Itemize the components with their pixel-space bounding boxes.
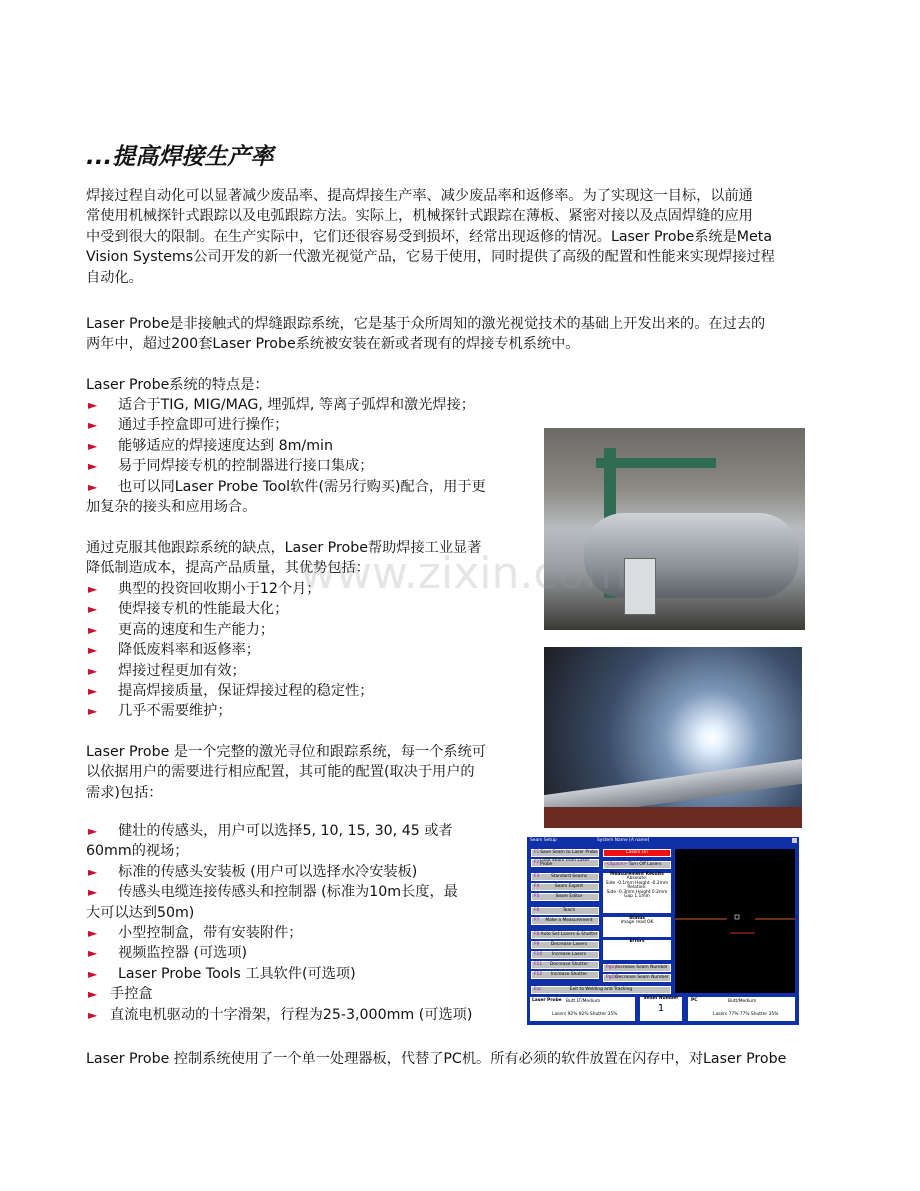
bullet-arrow-icon: ► bbox=[88, 684, 98, 698]
paragraph-line: 降低制造成本，提高产品质量，其优势包括： bbox=[86, 560, 370, 577]
decrease-seam-button[interactable]: PgDn Decrease Seam Number bbox=[603, 974, 671, 982]
list-item: 小型控制盒，带有安装附件； bbox=[118, 925, 303, 941]
list-item: 提高焊接质量，保证焊接过程的稳定性； bbox=[118, 683, 374, 699]
list-intro: Laser Probe系统的特点是： bbox=[86, 377, 269, 393]
list-item: Laser Probe Tools 工具软件(可选项) bbox=[118, 965, 356, 982]
function-key-button[interactable]: F7 Make a Measurement bbox=[531, 917, 599, 925]
paragraph-line: 以依据用户的需要进行相应配置，其可能的配置(取决于用户的 bbox=[86, 764, 475, 781]
paragraph-line: 自动化。 bbox=[86, 269, 143, 286]
list-item: 传感头电缆连接传感头和控制器 (标准为10m长度，最 bbox=[118, 884, 458, 901]
welding-column-boom-photo bbox=[544, 428, 805, 630]
bullet-arrow-icon: ► bbox=[88, 966, 98, 981]
bullet-arrow-icon: ► bbox=[88, 582, 98, 596]
bullet-arrow-icon: ► bbox=[88, 1007, 98, 1022]
list-item: 适合于TIG, MIG/MAG, 埋弧焊, 等离子弧焊和激光焊接； bbox=[118, 397, 475, 413]
bullet-arrow-icon: ► bbox=[88, 418, 98, 433]
function-key-button[interactable]: F2 Load Seam from Laser Probe bbox=[531, 859, 599, 867]
list-item: 手控盒 bbox=[110, 986, 153, 1003]
bullet-arrow-icon: ► bbox=[88, 885, 98, 900]
bullet-arrow-icon: ► bbox=[88, 824, 98, 838]
list-item: 典型的投资回收期小于12个月； bbox=[118, 581, 321, 597]
list-item: 标准的传感头安装板 (用户可以选择水冷安装板) bbox=[118, 863, 418, 880]
list-item: 能够适应的焊接速度达到 8m/min bbox=[118, 437, 333, 454]
paragraph-line: Vision Systems公司开发的新一代激光视觉产品，它易于使用，同时提供了高级的配置和性能来实现焊接过程 bbox=[86, 249, 775, 266]
bullet-arrow-icon: ► bbox=[88, 438, 98, 453]
list-item: 通过手控盒即可进行操作； bbox=[118, 417, 289, 434]
bullet-arrow-icon: ► bbox=[88, 946, 98, 961]
function-key-button[interactable]: F3 Standard Seams bbox=[531, 873, 599, 881]
list-item-continuation: 加复杂的接头和应用场合。 bbox=[86, 499, 257, 515]
seam-number-panel: Seam Number 1 bbox=[640, 997, 682, 1021]
function-key-button[interactable]: F5 Seam Editor bbox=[531, 893, 599, 901]
function-key-button[interactable]: F8 Auto Set Lasers & Shutter bbox=[531, 931, 599, 939]
measurement-results: Measurement Results Absolute: Side -0.1mm Height -0.2mm Relative: Side -0.3mm Height 0.2mm Gap 1.1mm bbox=[603, 873, 671, 913]
laser-welding-photo bbox=[544, 647, 802, 828]
list-item-continuation: 大可以达到50m) bbox=[86, 904, 195, 921]
increase-seam-button[interactable]: PgUp Increase Seam Number bbox=[603, 964, 671, 972]
function-key-button[interactable]: F4 Seam Expert bbox=[531, 883, 599, 891]
paragraph-line: 常使用机械探针式跟踪以及电弧跟踪方法。实际上，机械探针式跟踪在薄板、紧密对接以及点固焊缝的应用 bbox=[86, 208, 753, 225]
paragraph-line: 中受到很大的限制。在生产实际中，它们还很容易受到损坏，经常出现返修的情况。Laser Probe系统是Meta bbox=[86, 228, 773, 245]
bullet-arrow-icon: ► bbox=[88, 398, 98, 412]
bullet-arrow-icon: ► bbox=[88, 622, 98, 637]
pc-panel: PC Butt/Medium Lasers 77% 77% Shutter 35% bbox=[688, 997, 795, 1021]
bullet-arrow-icon: ► bbox=[88, 663, 98, 678]
list-item: 更高的速度和生产能力； bbox=[118, 621, 275, 638]
list-item: 视频监控器 (可选项) bbox=[118, 945, 248, 962]
lasers-on-indicator: Lasers On bbox=[603, 849, 671, 857]
paragraph-line: Laser Probe 控制系统使用了一个单一处理器板，代替了PC机。所有必须的软件放置在闪存中，对Laser Probe bbox=[86, 1051, 787, 1067]
seam-setup-screenshot bbox=[527, 837, 799, 1025]
function-key-button[interactable]: F10 Increase Lasers bbox=[531, 951, 599, 959]
list-item: 直流电机驱动的十字滑架，行程为25-3,000mm (可选项) bbox=[110, 1006, 473, 1023]
bullet-arrow-icon: ► bbox=[88, 864, 98, 879]
paragraph-line: Laser Probe是非接触式的焊缝跟踪系统，它是基于众所周知的激光视觉技术的基础上开发出来的。在过去的 bbox=[86, 316, 766, 332]
function-key-button[interactable]: F12 Increase Shutter bbox=[531, 971, 599, 979]
errors-box: Errors bbox=[603, 940, 671, 960]
bullet-arrow-icon: ► bbox=[88, 479, 98, 494]
screen-title: Seam Setup bbox=[530, 838, 557, 843]
turn-off-lasers-button[interactable]: <Space> Turn Off Lasers bbox=[603, 861, 671, 869]
bullet-arrow-icon: ► bbox=[88, 602, 98, 617]
laser-probe-panel: Laser Probe Butt LT/Medium Lasers 92% 92% Shutter 35% bbox=[530, 997, 635, 1021]
watermark: www.zixin.com bbox=[300, 548, 628, 599]
bullet-arrow-icon: ► bbox=[88, 704, 98, 719]
screen-system-name: System Name [A name] bbox=[597, 838, 650, 843]
function-key-button[interactable]: F1 Save Seam to Laser Probe bbox=[531, 849, 599, 857]
paragraph-line: Laser Probe 是一个完整的激光寻位和跟踪系统，每一个系统可 bbox=[86, 744, 486, 760]
status-box: Status Image read OK bbox=[603, 917, 671, 937]
list-item: 也可以同Laser Probe Tool软件(需另行购买)配合，用于更 bbox=[118, 478, 486, 495]
list-item-continuation: 60mm的视场； bbox=[86, 843, 189, 860]
bullet-arrow-icon: ► bbox=[88, 987, 98, 1002]
list-item: 焊接过程更加有效； bbox=[118, 662, 246, 679]
list-item: 降低废料率和返修率； bbox=[118, 642, 260, 659]
bullet-arrow-icon: ► bbox=[88, 926, 98, 940]
function-key-button[interactable]: F9 Decrease Lasers bbox=[531, 941, 599, 949]
paragraph-line: 两年中，超过200套Laser Probe系统被安装在新或者现有的焊接专机系统中。 bbox=[86, 336, 580, 353]
bullet-arrow-icon: ► bbox=[88, 459, 98, 474]
paragraph-line: 需求)包括： bbox=[86, 784, 163, 801]
list-item: 易于同焊接专机的控制器进行接口集成； bbox=[118, 458, 374, 475]
function-key-button[interactable]: F6 Teach bbox=[531, 907, 599, 915]
page-title: ...提高焊接生产率 bbox=[86, 144, 274, 170]
bullet-arrow-icon: ► bbox=[88, 643, 98, 658]
list-item: 健壮的传感头，用户可以选择5, 10, 15, 30, 45 或者 bbox=[118, 823, 453, 839]
list-item: 几乎不需要维护； bbox=[118, 703, 232, 720]
laser-profile-view bbox=[675, 849, 795, 993]
paragraph-line: 通过克服其他跟踪系统的缺点，Laser Probe帮助焊接工业显著 bbox=[86, 540, 482, 556]
function-key-button[interactable]: F11 Decrease Shutter bbox=[531, 961, 599, 969]
exit-button[interactable]: Esc Exit to Welding and Tracking bbox=[531, 986, 671, 994]
paragraph-line: 焊接过程自动化可以显著减少废品率、提高焊接生产率、减少废品率和返修率。为了实现这一目标，以前通 bbox=[86, 188, 753, 204]
list-item: 使焊接专机的性能最大化； bbox=[118, 601, 289, 618]
